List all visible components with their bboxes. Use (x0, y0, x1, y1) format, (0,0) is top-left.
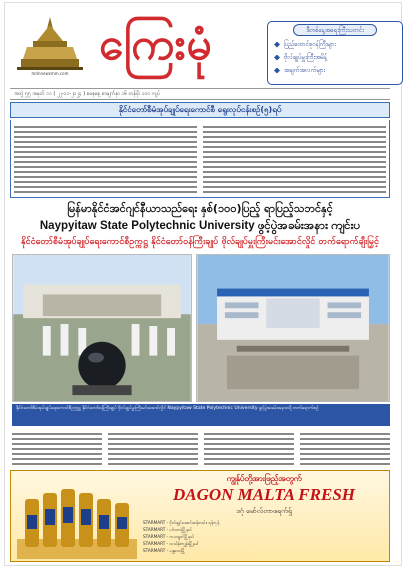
headline-item[interactable]: ပြည်ထောင်စုဝန်ကြီးများ (268, 38, 402, 51)
list-item: STARMART - မန္တလေးမြို့ (143, 548, 186, 553)
dagon-malta-ad[interactable] (10, 470, 390, 562)
logo-url: mdnnewsmm.com (31, 71, 69, 76)
diamond-bullet-icon (274, 42, 280, 48)
headline-box (267, 21, 403, 85)
ad-store-list (143, 519, 387, 554)
top-story-body (10, 120, 390, 198)
text-column (14, 123, 197, 194)
story-body (12, 430, 390, 466)
text-column (300, 430, 390, 466)
list-item: STARMART - သင်္ဃန်းကျွန်းမြို့နယ် (143, 541, 199, 546)
top-story-banner[interactable]: နိုင်ငံတော်စီမံအုပ်ချုပ်ရေးကောင်စီ ရွေးလုပ်ငန်းစဉ်(၅)ရပ် (10, 102, 390, 118)
story-red-headline[interactable]: နိုင်ငံတော်စီမံအုပ်ချုပ်ရေးကောင်စီဥက္ကဋ္ဌ နိုင်ငံတော်ဝန်ကြီးချုပ် ဗိုလ်ချုပ်မှူးကြီးမင်းအောင်လှိုင် တက်ရောက်ချီးမြှင့် (21, 237, 379, 247)
list-item: STARMART - ကမာရွတ်မြို့နယ် (143, 534, 195, 539)
text-column (108, 430, 198, 466)
headline-item[interactable]: အချက်အလက်များ (268, 64, 402, 77)
ad-subtitle: ဒဂုံ မော်လ်တာဖရက်ရှ် (236, 507, 292, 515)
photo-caption: နိုင်ငံတော်စီမံအုပ်ချုပ်ရေးကောင်စီဥက္ကဋ္ဌ နိုင်ငံတော်ဝန်ကြီးချုပ် ဗိုလ်ချုပ်မှူးကြီးမင်းအောင်လှိုင် Naypyitaw State Polytechnic University ဖွင့်ပွဲအခမ်းအနားသို့ တက်ရောက်စဉ် (12, 404, 390, 426)
list-item: STARMART - ဗိုလ်ချုပ်အောင်ဆန်းလမ်း၊ ရန်ကုန် (143, 520, 220, 525)
ad-tagline: ကျွန်ုပ်တို့အားဖြည့်အတွက် (226, 474, 302, 483)
text-column (204, 430, 294, 466)
story-headline[interactable]: Naypyitaw State Polytechnic University ဖွင့်ပွဲအခမ်းအနား ကျင်းပ (39, 220, 361, 232)
text-column (203, 123, 386, 194)
headline-box-title: ဒီတစ်နေ့အရေးကြီးသတင်း (293, 24, 377, 36)
story-subheading: မြန်မာနိုင်ငံအင်ဂျင်နီယာသည်ရေး နှစ်(၁၀၀)ပြည့် ရာပြည့်သဘင်နှင့် (67, 202, 333, 215)
ad-brand: DAGON MALTA FRESH (172, 485, 356, 504)
ceremony-photo[interactable] (12, 254, 192, 402)
diamond-bullet-icon (274, 68, 280, 74)
university-building-photo[interactable] (196, 254, 390, 402)
dateline: အတွဲ ၅၅ အမှတ် ၁၁ ( ၂၂-၁၁-၂၀၂၄ ) စနေနေ့ စာမျက်နှာ ၁၆ တန်ဖိုး ၁၀၀ ကျပ် (10, 88, 390, 100)
list-item: STARMART - မင်္ဂလာဒုံမြို့နယ် (143, 527, 193, 532)
newspaper-title: ကြေးမုံ (99, 19, 213, 70)
malt-bottles-icon (17, 479, 137, 559)
text-column (12, 430, 102, 466)
masthead (15, 15, 395, 87)
headline-item[interactable]: ဗိုလ်ချုပ်မှူးကြီးအမိန့် (268, 51, 402, 64)
diamond-bullet-icon (274, 55, 280, 61)
